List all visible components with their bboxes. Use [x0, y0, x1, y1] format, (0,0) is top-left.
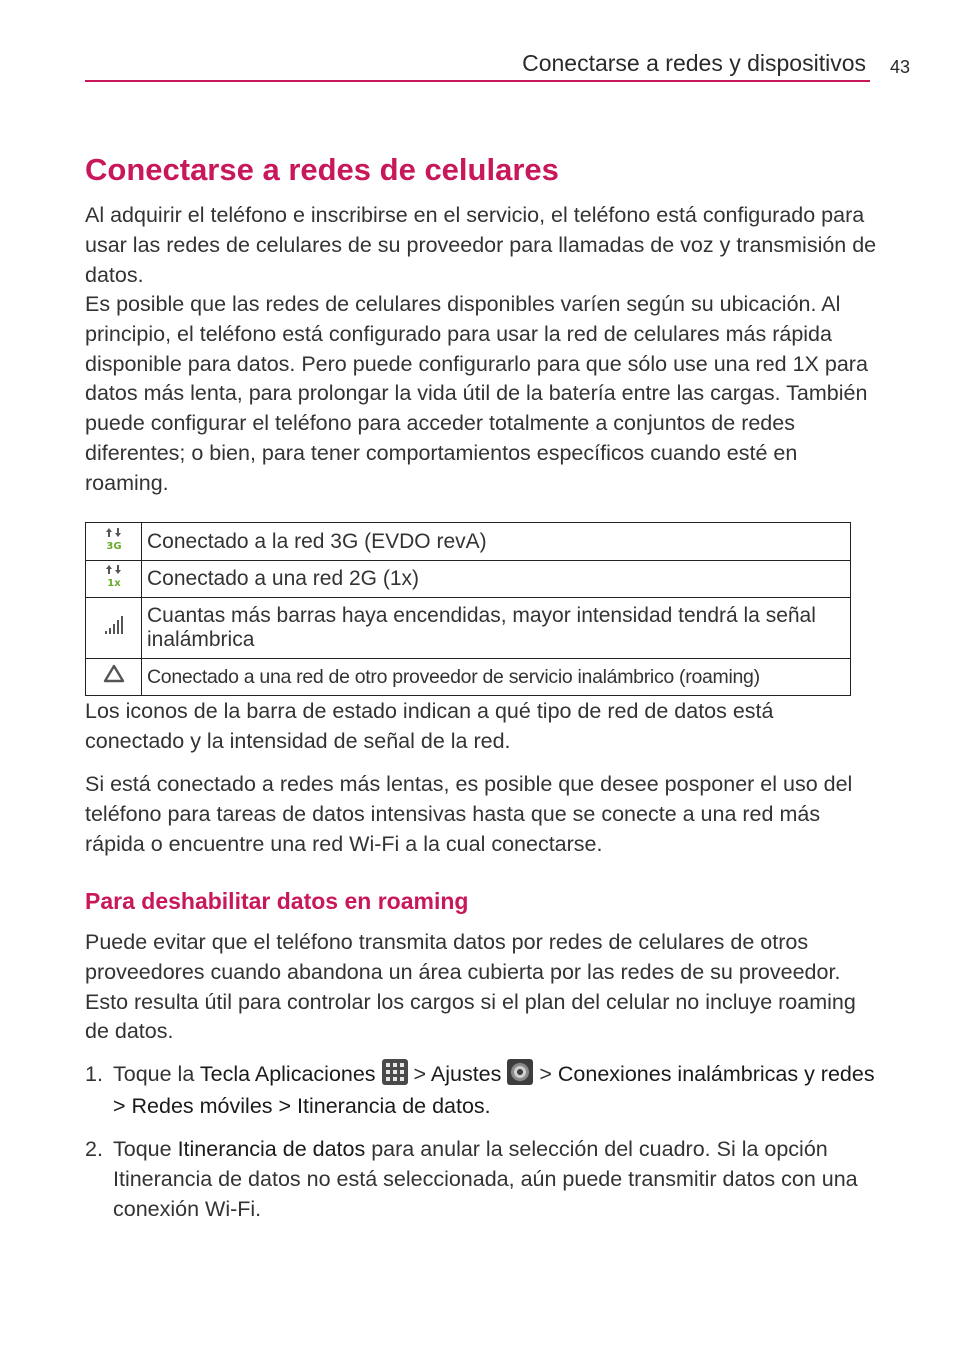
roaming-triangle-icon: [103, 664, 125, 684]
path-separator: >: [407, 1062, 431, 1086]
step-prefix: Toque la: [113, 1062, 200, 1086]
1x-data-icon: [103, 564, 125, 588]
3g-data-icon: [103, 527, 125, 551]
status-icon-table: [85, 522, 851, 696]
slow-networks-paragraph: Si está conectado a redes más lentas, es posible que desee posponer el uso del teléfono para tareas de datos intensivas hasta que se conecte a una red más rápida o encuentre una red Wi-Fi a la cual conectarse.: [85, 772, 853, 856]
networks-paragraph: Es posible que las redes de celulares disponibles varíen según su ubicación. Al principio, el teléfono está configurado para usar la red de celulares más rápida disponible para datos. Pero puede configurarlo para que sólo use una red 1X para datos más lenta, para prolongar la vida útil de la batería entre las cargas. También puede configurar el teléfono para acceder totalmente a conjuntos de redes diferentes; o bien, para tener comportamientos específicos cuando esté en roaming.: [85, 292, 868, 495]
page-title: Conectarse a redes de celulares: [85, 152, 559, 187]
table-row: [86, 659, 851, 696]
svg-text:1x: 1x: [106, 578, 121, 588]
table-cell-text: Conectado a la red 3G (EVDO revA): [142, 523, 851, 561]
table-cell-text: Conectado a una red 2G (1x): [142, 561, 851, 598]
table-row: [86, 598, 851, 659]
apps-key-label: Tecla Aplicaciones: [199, 1062, 376, 1086]
list-item: [85, 1134, 877, 1224]
header-rule: [85, 80, 870, 82]
signal-bars-icon: [103, 614, 125, 636]
step-prefix: Toque: [113, 1137, 178, 1161]
intro-paragraph: Al adquirir el teléfono e inscribirse en el servicio, el teléfono está configurado para usar las redes de celulares de su proveedor para llamadas de voz y transmisión de datos.: [85, 203, 877, 287]
settings-gear-icon: [507, 1059, 533, 1085]
subheading: Para deshabilitar datos en roaming: [85, 888, 469, 914]
settings-label: Ajustes: [430, 1062, 502, 1086]
step-text: para anular la selección del cuadro. Si la opción Itinerancia de datos no está seleccionada, aún puede transmitir datos con una conexión Wi-Fi.: [113, 1137, 858, 1221]
apps-grid-icon: [382, 1059, 408, 1085]
table-cell-text: Conectado a una red de otro proveedor de servicio inalámbrico (roaming): [142, 659, 851, 696]
list-item: [85, 1059, 877, 1122]
table-row: [86, 561, 851, 598]
svg-text:3G: 3G: [105, 540, 122, 551]
page-number: 43: [890, 57, 911, 77]
list-number: 1.: [85, 1062, 103, 1086]
running-header: Conectarse a redes y dispositivos: [522, 50, 866, 76]
data-roaming-label: Itinerancia de datos: [177, 1137, 366, 1161]
table-cell-text: Cuantas más barras haya encendidas, mayor intensidad tendrá la señal inalámbrica: [142, 598, 851, 659]
settings-path: Conexiones inalámbricas y redes > Redes móviles > Itinerancia de datos.: [113, 1062, 875, 1118]
path-separator: >: [533, 1062, 558, 1086]
status-icons-paragraph: Los iconos de la barra de estado indican a qué tipo de red de datos está conectado y la intensidad de señal de la red.: [85, 699, 774, 753]
roaming-paragraph: Puede evitar que el teléfono transmita datos por redes de celulares de otros proveedores cuando abandona un área cubierta por las redes de su proveedor. Esto resulta útil para controlar los cargos si el plan del celular no incluye roaming de datos.: [85, 930, 856, 1044]
table-row: [86, 523, 851, 561]
list-number: 2.: [85, 1137, 103, 1161]
